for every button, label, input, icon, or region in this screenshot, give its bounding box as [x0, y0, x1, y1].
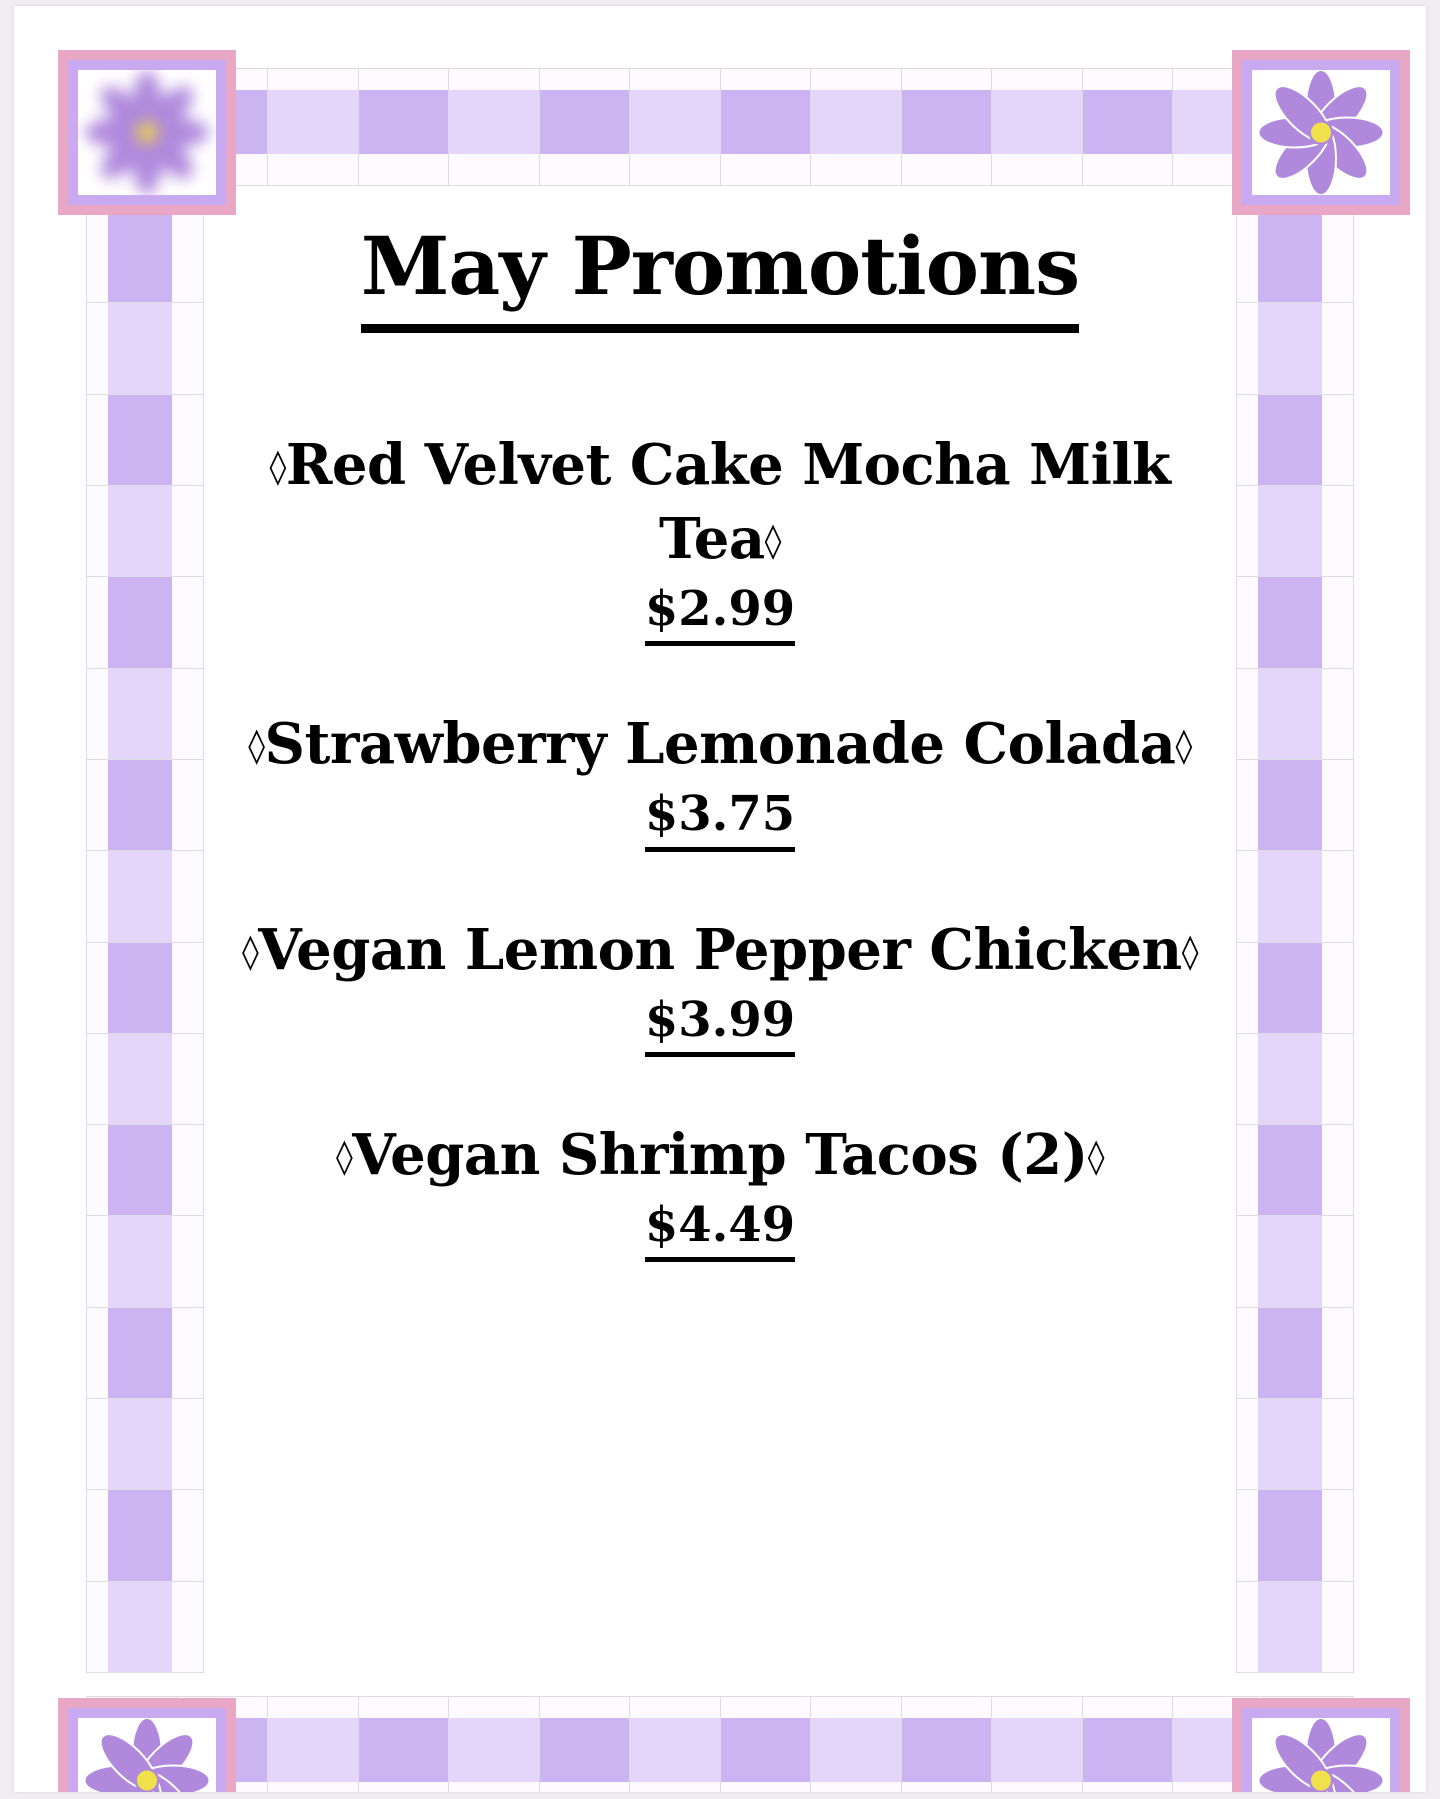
flyer-content: [214, 214, 1226, 1262]
checker-cell: [1083, 1697, 1174, 1792]
promo-name: Vegan Lemon Pepper Chicken: [258, 916, 1182, 983]
corner-mat: [68, 60, 226, 205]
checker-cell: [992, 1697, 1083, 1792]
checker-cell: [1237, 486, 1353, 577]
checker-cell: [87, 1308, 203, 1399]
checker-cell: [268, 1697, 359, 1792]
checker-cell: [540, 1697, 631, 1792]
checker-cell: [630, 69, 721, 185]
promo-name: Red Velvet Cake Mocha Milk Tea: [285, 432, 1171, 572]
checker-cell: [1237, 943, 1353, 1034]
promo-name: Strawberry Lemonade Colada: [264, 711, 1176, 778]
flower-icon: [1252, 70, 1390, 195]
promo-name-row: [214, 914, 1226, 988]
list-item: [214, 914, 1226, 1057]
checker-cell: [449, 69, 540, 185]
diamond-bullet-icon: ◊: [1181, 931, 1198, 972]
corner-mat: [1242, 60, 1400, 205]
checker-cell: [87, 486, 203, 577]
page-title: May Promotions: [361, 214, 1079, 333]
checker-cell: [1237, 577, 1353, 668]
corner-mat: [1242, 1708, 1400, 1792]
checker-cell: [1237, 212, 1353, 303]
checker-cell: [449, 1697, 540, 1792]
checker-cell: [359, 1697, 450, 1792]
checker-cell: [359, 69, 450, 185]
promotions-list: [214, 429, 1226, 1262]
promo-price: $2.99: [645, 579, 795, 646]
border-strip-left: [86, 211, 204, 1673]
diamond-bullet-icon: ◊: [1087, 1136, 1105, 1177]
checker-cell: [87, 1582, 203, 1672]
corner-decoration-top-right: [1232, 50, 1410, 215]
checker-cell: [87, 1125, 203, 1216]
checker-cell: [1237, 760, 1353, 851]
corner-mat: [68, 1708, 226, 1792]
promo-name-row: [214, 429, 1226, 577]
corner-decoration-top-left: [58, 50, 236, 215]
checker-cell: [902, 69, 993, 185]
border-strip-bottom: [86, 1696, 1354, 1792]
checker-cell: [721, 69, 812, 185]
diamond-bullet-icon: ◊: [335, 1136, 353, 1177]
list-item: [214, 1119, 1226, 1262]
promo-price: $3.99: [645, 990, 795, 1057]
diamond-bullet-icon: ◊: [269, 447, 286, 487]
checker-cell: [1237, 851, 1353, 942]
checker-cell: [87, 1216, 203, 1307]
checker-cell: [87, 212, 203, 303]
border-strip-top: [86, 68, 1354, 186]
checker-cell: [1237, 1490, 1353, 1581]
checker-cell: [1237, 303, 1353, 394]
diamond-bullet-icon: ◊: [241, 931, 259, 972]
checker-cell: [87, 303, 203, 394]
diamond-bullet-icon: ◊: [1175, 726, 1192, 767]
border-strip-right: [1236, 211, 1354, 1673]
checker-cell: [87, 395, 203, 486]
checker-cell: [87, 669, 203, 760]
flower-icon: [78, 70, 216, 195]
corner-decoration-bottom-right: [1232, 1698, 1410, 1792]
checker-cell: [87, 1399, 203, 1490]
promo-price: $3.75: [645, 784, 795, 851]
checker-cell: [87, 851, 203, 942]
checker-cell: [87, 943, 203, 1034]
checker-cell: [87, 577, 203, 668]
promo-name-row: [214, 1119, 1226, 1193]
checker-cell: [87, 1034, 203, 1125]
diamond-bullet-icon: ◊: [764, 520, 781, 561]
checker-cell: [1237, 1582, 1353, 1672]
checker-cell: [87, 1490, 203, 1581]
checker-cell: [630, 1697, 721, 1792]
promo-name-row: [214, 708, 1226, 782]
checker-cell: [1237, 1399, 1353, 1490]
corner-decoration-bottom-left: [58, 1698, 236, 1792]
flyer-page: [14, 6, 1426, 1792]
checker-cell: [1237, 1034, 1353, 1125]
flower-icon: [78, 1718, 216, 1792]
list-item: [214, 429, 1226, 646]
list-item: [214, 708, 1226, 851]
flower-icon: [1252, 1718, 1390, 1792]
promo-price: $4.49: [645, 1195, 795, 1262]
checker-cell: [1237, 669, 1353, 760]
checker-cell: [1237, 1125, 1353, 1216]
checker-cell: [1237, 1308, 1353, 1399]
diamond-bullet-icon: ◊: [248, 726, 265, 767]
checker-cell: [811, 1697, 902, 1792]
checker-cell: [992, 69, 1083, 185]
checker-cell: [721, 1697, 812, 1792]
checker-cell: [811, 69, 902, 185]
checker-cell: [1237, 1216, 1353, 1307]
checker-cell: [902, 1697, 993, 1792]
checker-cell: [1083, 69, 1174, 185]
checker-cell: [87, 760, 203, 851]
checker-cell: [268, 69, 359, 185]
promo-name: Vegan Shrimp Tacos (2): [352, 1121, 1088, 1188]
checker-cell: [540, 69, 631, 185]
checker-cell: [1237, 395, 1353, 486]
